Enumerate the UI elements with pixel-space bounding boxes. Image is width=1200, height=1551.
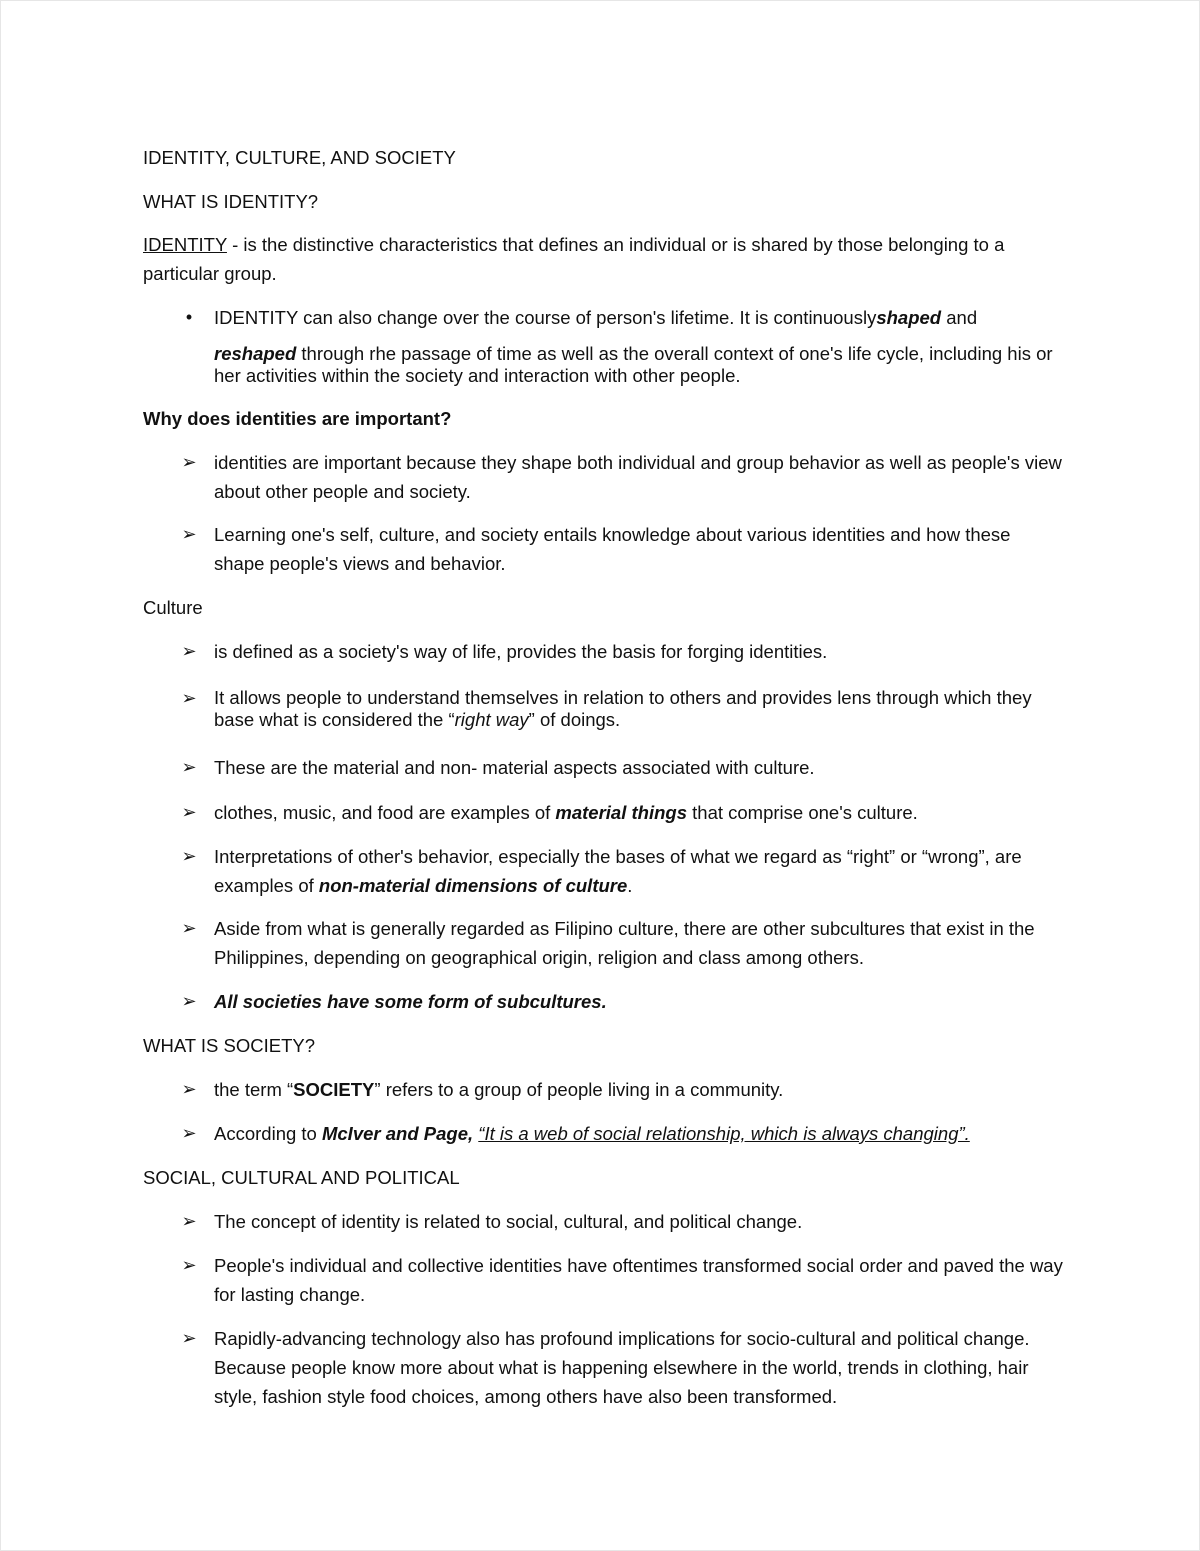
list-item: These are the material and non- material aspects associated with culture. — [214, 757, 815, 778]
list-item: clothes, music, and food are examples of material things that comprise one's culture. — [214, 802, 918, 823]
identity-bullet-line1: IDENTITY can also change over the course of person's lifetime. It is continuouslyshaped and — [214, 307, 978, 328]
list-item: According to McIver and Page, “It is a web of social relationship, which is always changing”. — [214, 1123, 970, 1144]
heading-why-identities-important: Why does identities are important? — [143, 408, 452, 429]
list-item: is defined as a society's way of life, provides the basis for forging identities. — [214, 641, 828, 662]
reshaped-term: reshaped — [214, 343, 297, 364]
arrow-bullet-icon: ➢ — [181, 1328, 197, 1348]
arrow-bullet-icon: ➢ — [181, 918, 197, 938]
shaped-term: shaped — [876, 307, 942, 328]
arrow-bullet-icon: ➢ — [181, 1123, 197, 1143]
arrow-bullet-icon: ➢ — [181, 1211, 197, 1231]
society-quote: “It is a web of social relationship, which is always changing”. — [478, 1123, 970, 1144]
arrow-bullet-icon: ➢ — [181, 524, 197, 544]
arrow-bullet-icon: ➢ — [181, 452, 197, 472]
mciver-page-term: McIver and Page, — [321, 1123, 474, 1144]
arrow-bullet-icon: ➢ — [181, 757, 197, 777]
list-item: Learning one's self, culture, and society entails knowledge about various identities and how these shape people's views and behavior. — [214, 524, 1011, 574]
arrow-bullet-icon: ➢ — [181, 1079, 197, 1099]
list-item: Aside from what is generally regarded as Filipino culture, there are other subcultures that exist in the Philippines, depending on geographical origin, religion and class among others. — [214, 918, 1035, 968]
identity-definition — [143, 230, 1063, 288]
identity-bullet-line2: reshaped through rhe passage of time as well as the overall context of one's life cycle, including his or her activities within the society and interaction with other people. — [214, 343, 1053, 386]
arrow-bullet-icon: ➢ — [181, 991, 197, 1011]
identity-term: IDENTITY — [143, 234, 227, 255]
heading-what-is-society: WHAT IS SOCIETY? — [143, 1035, 316, 1056]
heading-what-is-identity: WHAT IS IDENTITY? — [143, 191, 319, 212]
arrow-bullet-icon: ➢ — [181, 802, 197, 822]
list-item: It allows people to understand themselves in relation to others and provides lens through which they base what is considered the “right way” of doings. — [214, 687, 1032, 730]
list-item: the term “SOCIETY” refers to a group of people living in a community. — [214, 1079, 784, 1100]
list-item: People's individual and collective identities have oftentimes transformed social order and paved the way for lasting change. — [214, 1255, 1063, 1305]
heading-culture: Culture — [143, 597, 203, 618]
arrow-bullet-icon: ➢ — [181, 1255, 197, 1275]
list-item: identities are important because they shape both individual and group behavior as well as people's view about other people and society. — [214, 452, 1062, 502]
list-item: The concept of identity is related to social, cultural, and political change. — [214, 1211, 803, 1232]
material-things-term: material things — [555, 802, 687, 823]
list-item: All societies have some form of subcultures. — [214, 991, 607, 1012]
society-term: SOCIETY — [293, 1079, 375, 1100]
non-material-term: non-material dimensions of culture — [318, 875, 628, 896]
document-title: IDENTITY, CULTURE, AND SOCIETY — [143, 147, 456, 168]
heading-social-cultural-political: SOCIAL, CULTURAL AND POLITICAL — [143, 1167, 460, 1188]
right-way-term: right way — [454, 709, 529, 730]
arrow-bullet-icon: ➢ — [181, 688, 197, 708]
bullet-dot-icon: • — [185, 307, 193, 327]
arrow-bullet-icon: ➢ — [181, 641, 197, 661]
identity-definition-text: - is the distinctive characteristics that defines an individual or is shared by those belonging to a particular group. — [143, 234, 1005, 284]
arrow-bullet-icon: ➢ — [181, 846, 197, 866]
list-item: Rapidly-advancing technology also has profound implications for socio-cultural and political change. Because people know more about what is happening elsewhere in the world, trends in clothing, hair style, fashion style food choices, among others have also been transformed. — [214, 1328, 1030, 1407]
list-item: Interpretations of other's behavior, especially the bases of what we regard as “right” or “wrong”, are examples of non-material dimensions of culture. — [214, 846, 1022, 896]
